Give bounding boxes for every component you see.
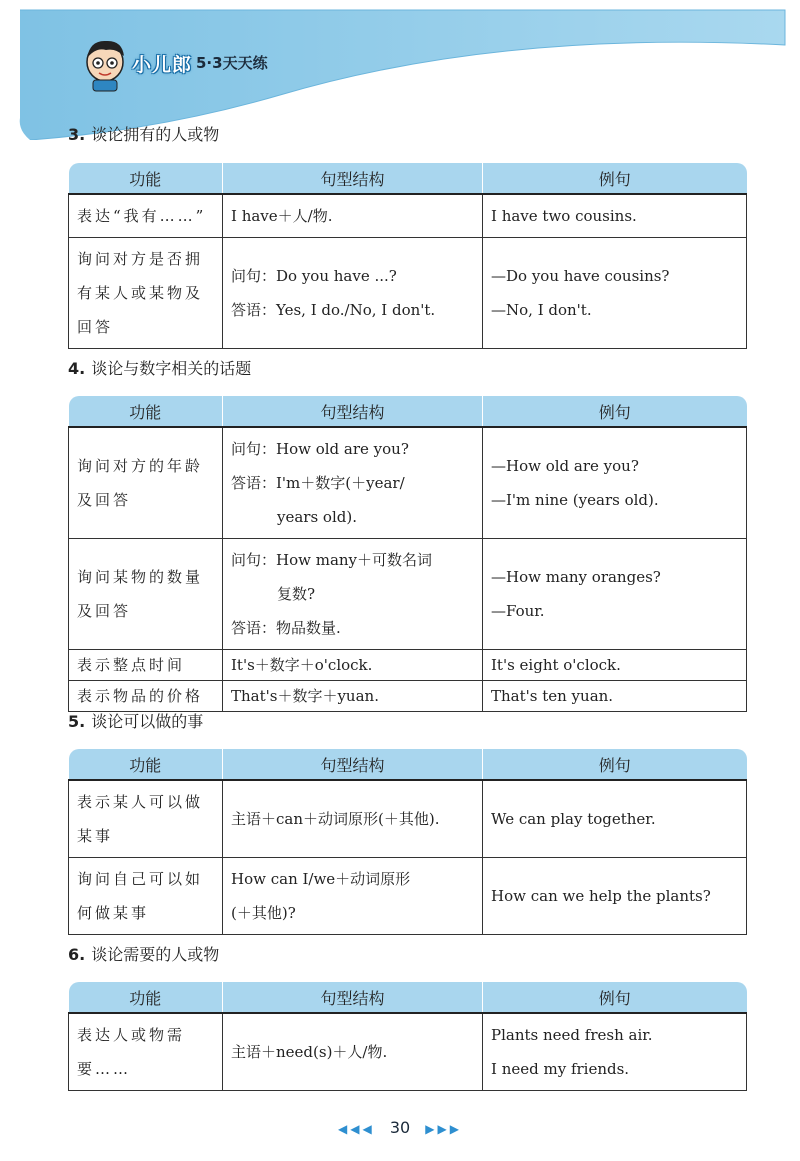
pattern-cell [223, 427, 483, 539]
example-line: —How many oranges? [491, 568, 661, 586]
col-header-function: 功能 [69, 982, 223, 1013]
example-cell: How can we help the plants? [483, 858, 747, 935]
pattern-line: (＋其他)? [231, 904, 296, 922]
section-title-text: 谈论拥有的人或物 [91, 125, 220, 144]
function-cell: 表示物品的价格 [69, 681, 223, 712]
col-header-example: 例句 [483, 396, 747, 427]
pattern-line: How can I/we＋动词原形 [231, 870, 411, 888]
pattern-cell: 主语＋need(s)＋人/物. [223, 1013, 483, 1091]
col-header-pattern: 句型结构 [223, 163, 483, 194]
example-line: —No, I don't. [491, 301, 592, 319]
pattern-line: 问句：Do you have ...? [231, 267, 397, 285]
pattern-line: 问句：How many＋可数名词 [231, 551, 433, 569]
pattern-line: 复数? [277, 585, 316, 603]
brand-logo-text: 小儿郎 [132, 54, 193, 76]
section-4-table [68, 396, 747, 712]
example-line: —Four. [491, 602, 545, 620]
section-3-title [68, 122, 219, 145]
section-5-table [68, 749, 747, 935]
example-line: —How old are you? [491, 457, 639, 475]
col-header-pattern: 句型结构 [223, 982, 483, 1013]
col-header-example: 例句 [483, 982, 747, 1013]
pattern-cell: I have＋人/物. [223, 194, 483, 238]
pattern-line: 问句：How old are you? [231, 440, 409, 458]
example-line: —Do you have cousins? [491, 267, 670, 285]
example-cell [483, 238, 747, 349]
section-title-text: 谈论需要的人或物 [91, 945, 220, 964]
table-row [69, 539, 747, 650]
section-number: 5. [68, 712, 86, 731]
example-cell: I have two cousins. [483, 194, 747, 238]
function-cell: 表示某人可以做某事 [69, 780, 223, 858]
section-5-title [68, 709, 203, 732]
section-title-text: 谈论与数字相关的话题 [91, 359, 252, 378]
pattern-line: 答语：I'm＋数字(＋year/ [231, 474, 405, 492]
table-row [69, 780, 747, 858]
col-header-example: 例句 [483, 163, 747, 194]
example-cell: We can play together. [483, 780, 747, 858]
col-header-function: 功能 [69, 163, 223, 194]
function-cell: 询问某物的数量及回答 [69, 539, 223, 650]
function-cell: 询问对方的年龄及回答 [69, 427, 223, 539]
example-cell [483, 427, 747, 539]
left-arrows-icon: ◀◀◀ [338, 1122, 375, 1136]
pattern-line: 答语：物品数量. [231, 619, 341, 637]
table-row [69, 238, 747, 349]
example-line: —I'm nine (years old). [491, 491, 659, 509]
example-cell [483, 1013, 747, 1091]
col-header-function: 功能 [69, 396, 223, 427]
pattern-cell [223, 539, 483, 650]
boy-mascot-icon [82, 36, 128, 92]
table-row [69, 681, 747, 712]
pattern-cell: That's＋数字＋yuan. [223, 681, 483, 712]
page-footer [0, 1118, 800, 1137]
function-cell: 询问对方是否拥有某人或某物及回答 [69, 238, 223, 349]
pattern-line: years old). [277, 508, 357, 526]
section-3-table [68, 163, 747, 349]
example-cell: It's eight o'clock. [483, 650, 747, 681]
example-line: I need my friends. [491, 1060, 630, 1078]
function-cell: 询问自己可以如何做某事 [69, 858, 223, 935]
function-cell: 表示整点时间 [69, 650, 223, 681]
section-4-title [68, 356, 251, 379]
section-6-table [68, 982, 747, 1091]
col-header-example: 例句 [483, 749, 747, 780]
pattern-line: 答语：Yes, I do./No, I don't. [231, 301, 436, 319]
col-header-pattern: 句型结构 [223, 396, 483, 427]
col-header-function: 功能 [69, 749, 223, 780]
page-number: 30 [389, 1118, 411, 1137]
table-row [69, 427, 747, 539]
example-cell: That's ten yuan. [483, 681, 747, 712]
section-title-text: 谈论可以做的事 [91, 712, 204, 731]
table-row [69, 1013, 747, 1091]
example-cell [483, 539, 747, 650]
col-header-pattern: 句型结构 [223, 749, 483, 780]
right-arrows-icon: ▶▶▶ [425, 1122, 462, 1136]
example-line: Plants need fresh air. [491, 1026, 653, 1044]
pattern-cell: 主语＋can＋动词原形(＋其他). [223, 780, 483, 858]
table-row [69, 194, 747, 238]
table-row [69, 650, 747, 681]
function-cell: 表达人或物需要…… [69, 1013, 223, 1091]
function-cell: 表达“我有……” [69, 194, 223, 238]
table-row [69, 858, 747, 935]
section-number: 3. [68, 125, 86, 144]
section-6-title [68, 942, 219, 965]
series-name: 5·3天天练 [196, 54, 268, 72]
pattern-cell [223, 238, 483, 349]
section-number: 4. [68, 359, 86, 378]
pattern-cell [223, 858, 483, 935]
section-number: 6. [68, 945, 86, 964]
pattern-cell: It's＋数字＋o'clock. [223, 650, 483, 681]
